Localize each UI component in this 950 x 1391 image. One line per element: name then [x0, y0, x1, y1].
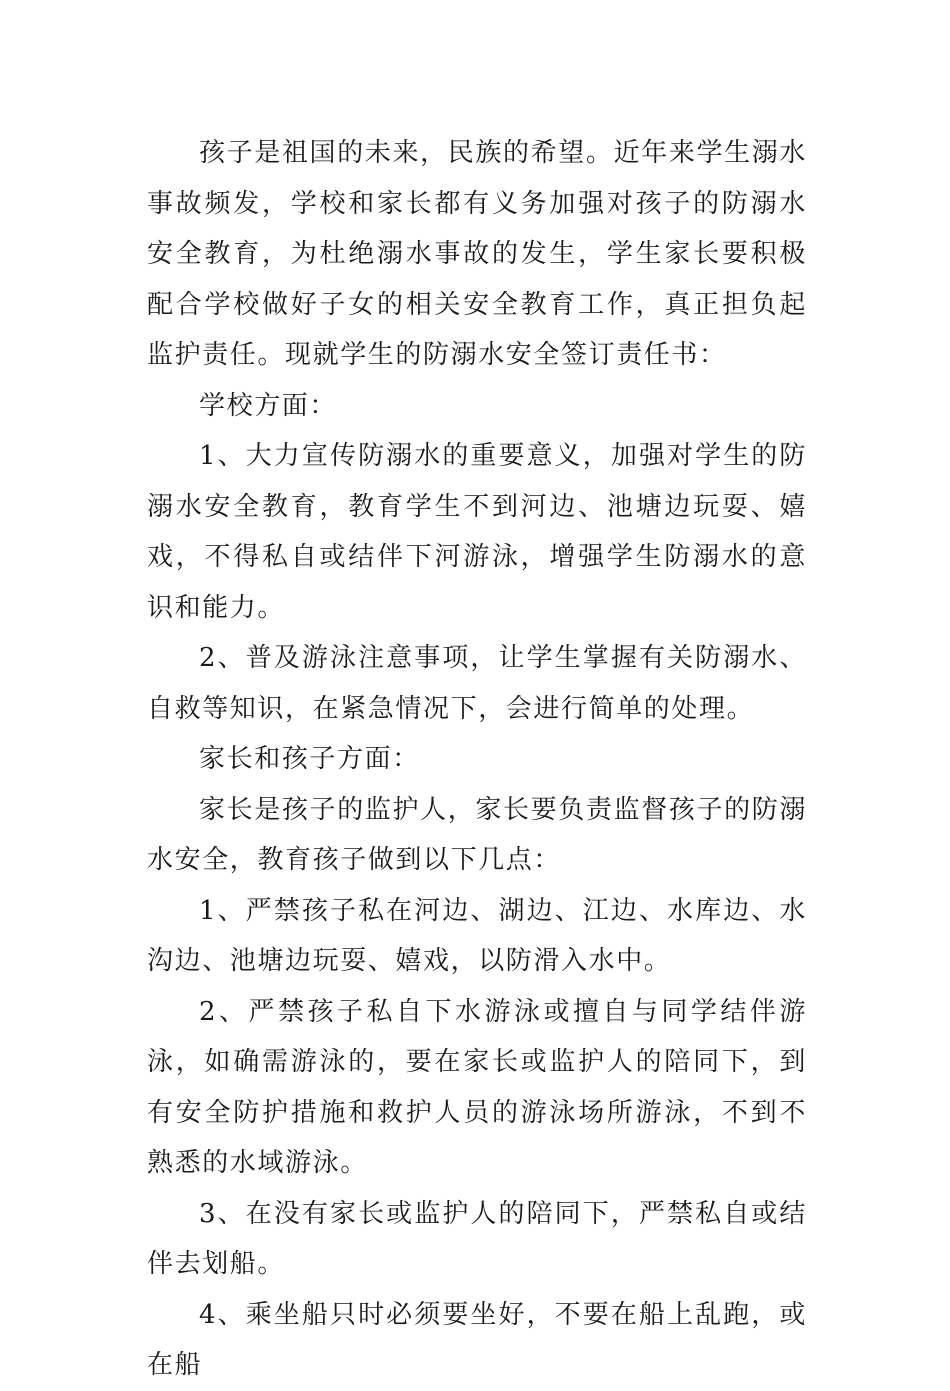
parent-section-heading: 家长和孩子方面： — [199, 744, 420, 774]
parent-item-3: 3、在没有家长或监护人的陪同下，严禁私自或结伴去划船。 — [147, 1198, 807, 1279]
intro-paragraph: 孩子是祖国的未来，民族的希望。近年来学生溺水事故频发，学校和家长都有义务加强对孩子的防溺水安全教育，为杜绝溺水事故的发生，学生家长要积极配合学校做好子女的相关安全教育工作，真正担负起监护责任。现就学生的防溺水安全签订责任书： — [147, 138, 807, 370]
document-body — [147, 128, 807, 1391]
parent-item-2: 2、严禁孩子私自下水游泳或擅自与同学结伴游泳，如确需游泳的，要在家长或监护人的陪同下，到有安全防护措施和救护人员的游泳场所游泳，不到不熟悉的水域游泳。 — [147, 996, 807, 1178]
parent-item-4: 4、乘坐船只时必须要坐好，不要在船上乱跑，或在船 — [147, 1299, 807, 1380]
school-item-2: 2、普及游泳注意事项，让学生掌握有关防溺水、自救等知识，在紧急情况下，会进行简单的处理。 — [147, 643, 807, 724]
parent-item-1: 1、严禁孩子私在河边、湖边、江边、水库边、水沟边、池塘边玩耍、嬉戏，以防滑入水中。 — [147, 895, 807, 976]
school-section-heading: 学校方面： — [199, 390, 338, 421]
parent-intro-paragraph: 家长是孩子的监护人，家长要负责监督孩子的防溺水安全，教育孩子做到以下几点： — [147, 794, 807, 875]
school-item-1: 1、大力宣传防溺水的重要意义，加强对学生的防溺水安全教育，教育学生不到河边、池塘边玩耍、嬉戏，不得私自或结伴下河游泳，增强学生防溺水的意识和能力。 — [147, 441, 807, 623]
